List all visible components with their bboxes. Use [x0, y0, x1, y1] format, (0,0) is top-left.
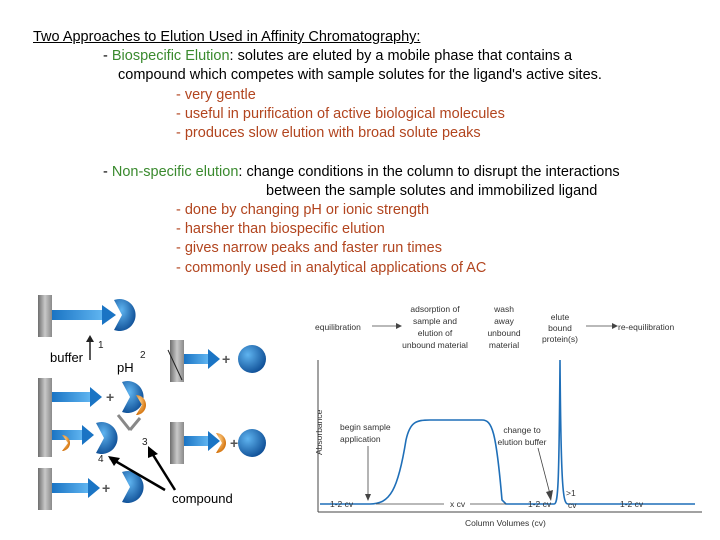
biospecific-definition-line2: compound which competes with sample solutes for the ligand's active sites.	[118, 67, 602, 83]
compound-label: compound	[172, 491, 233, 506]
svg-text:+: +	[230, 435, 239, 451]
nonspecific-point: - harsher than biospecific elution	[176, 221, 385, 237]
svg-text:away: away	[494, 316, 514, 326]
step-number: 2	[140, 350, 146, 361]
svg-text:elution buffer: elution buffer	[497, 437, 547, 447]
interval-label: 1-2 cv	[620, 499, 644, 509]
annotation-begin-sample: begin sample	[340, 422, 391, 432]
step-number: 1	[98, 340, 104, 351]
page-title: Two Approaches to Elution Used in Affinity Chromatography:	[33, 29, 421, 45]
nonspecific-point: - commonly used in analytical applications of AC	[176, 260, 487, 276]
nonspecific-definition-line1: - Non-specific elution: change conditions in the column to disrupt the interactions	[103, 164, 620, 180]
svg-text:protein(s): protein(s)	[542, 334, 578, 344]
step-number: 3	[142, 437, 148, 448]
svg-text:application: application	[340, 434, 381, 444]
chromatogram	[310, 300, 710, 535]
y-axis-label: Absorbance	[314, 409, 324, 455]
svg-text:elution of: elution of	[417, 328, 453, 338]
svg-text:+: +	[102, 480, 111, 496]
phase-equilibration: equilibration	[315, 322, 361, 332]
phase-reequilibration: re-equilibration	[618, 322, 675, 332]
svg-text:bound: bound	[548, 323, 572, 333]
biospecific-point: - produces slow elution with broad solute peaks	[176, 125, 481, 141]
interval-label: cv	[568, 500, 577, 510]
nonspecific-term: Non-specific elution	[111, 164, 239, 180]
nonspecific-point: - gives narrow peaks and faster run times	[176, 240, 442, 256]
phase-elute: elute	[550, 312, 570, 322]
nonspecific-definition-line2: between the sample solutes and immobilized ligand	[266, 183, 598, 199]
step-number: 4	[98, 454, 104, 465]
regenerated-column	[38, 468, 144, 510]
phase-adsorption: adsorption of	[410, 304, 460, 314]
interval-label: 1-2 cv	[528, 499, 552, 509]
interval-label: 1-2 cv	[330, 499, 354, 509]
ph-label: pH	[117, 360, 134, 375]
interval-label: x cv	[450, 499, 466, 509]
svg-text:unbound: unbound	[487, 328, 521, 338]
svg-text:sample and: sample and	[413, 316, 457, 326]
bound-complex-1	[38, 295, 136, 337]
compound-ligand-state	[38, 415, 118, 457]
svg-text:+: +	[222, 351, 231, 367]
svg-text:material: material	[488, 340, 520, 350]
ph-elution-state	[170, 340, 266, 382]
elution-schematic	[30, 290, 310, 515]
biospecific-definition-line1: - Biospecific Elution: solutes are eluted by a mobile phase that contains a	[103, 48, 573, 64]
annotation-change-buffer: change to	[503, 425, 541, 435]
x-axis-label: Column Volumes (cv)	[465, 518, 546, 528]
biospecific-term: Biospecific Elution	[111, 48, 230, 64]
svg-text:+: +	[106, 389, 115, 405]
nonspecific-point: - done by changing pH or ionic strength	[176, 202, 430, 218]
buffer-label: buffer	[50, 350, 84, 365]
svg-text:unbound material: unbound material	[402, 340, 468, 350]
compound-elution-state	[170, 422, 266, 464]
biospecific-point: - useful in purification of active biological molecules	[176, 106, 505, 122]
biospecific-point: - very gentle	[176, 87, 256, 103]
buffer-elution-state	[38, 378, 144, 420]
interval-label: >1	[566, 488, 576, 498]
phase-wash: wash	[494, 304, 514, 314]
